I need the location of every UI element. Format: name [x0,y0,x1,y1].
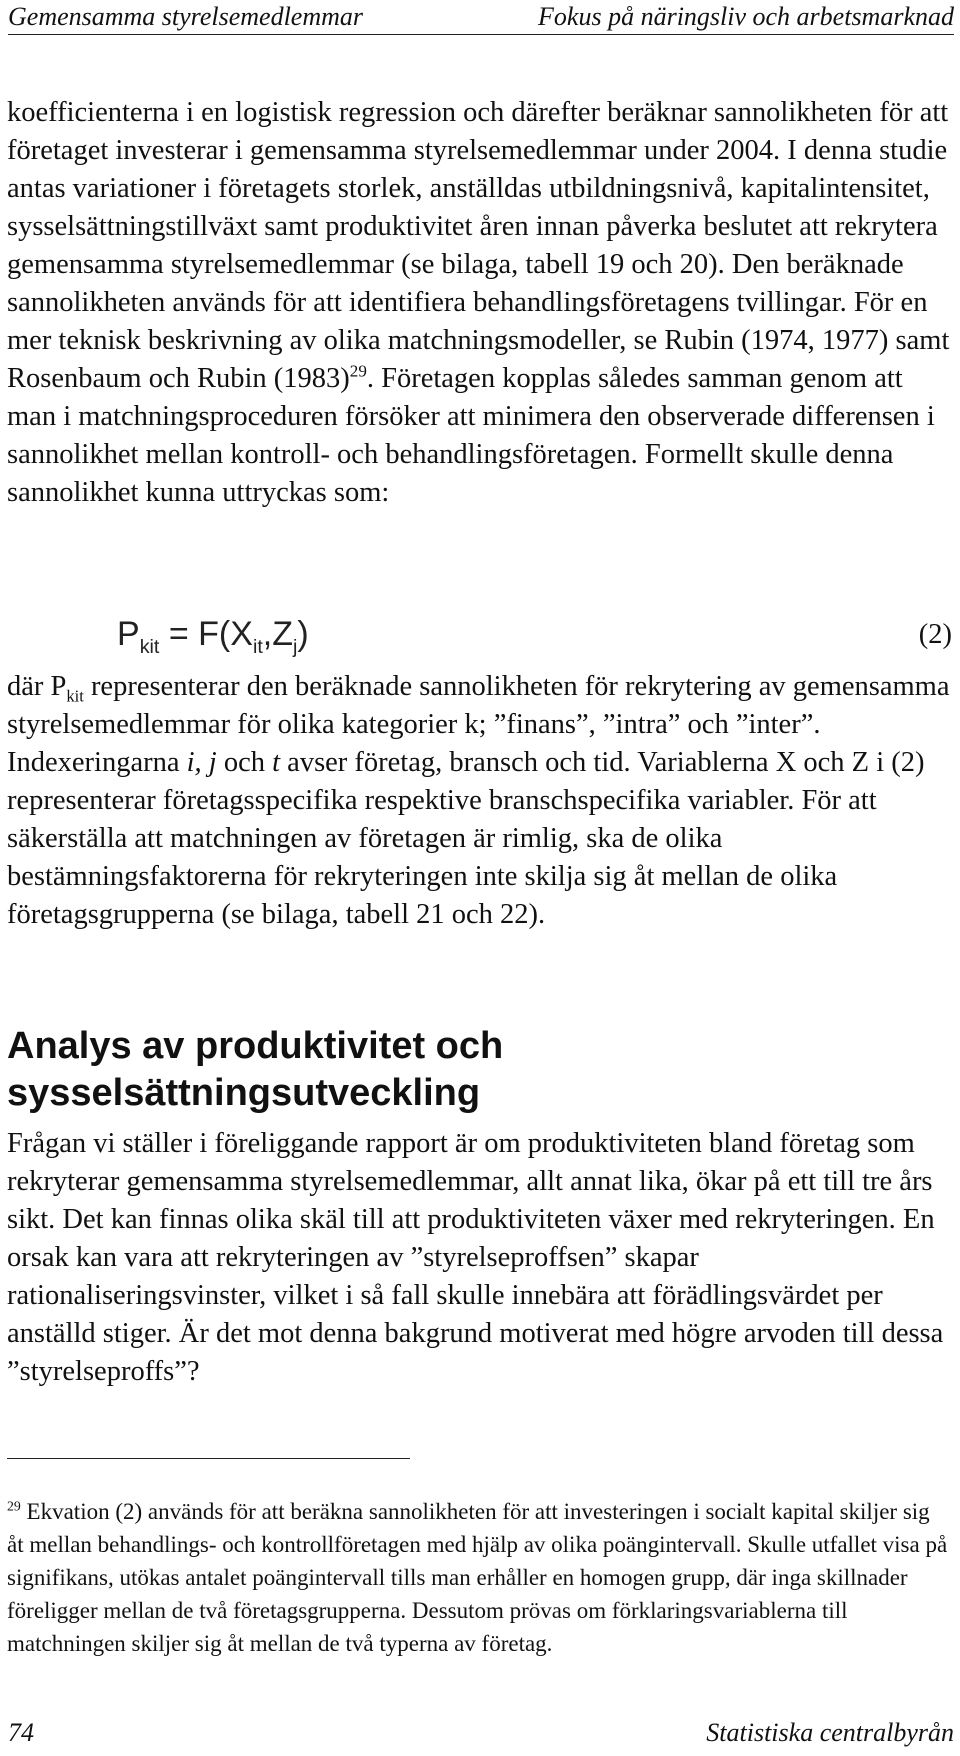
footer-publisher: Statistiska centralbyrån [706,1718,954,1747]
footnote [7,1495,952,1660]
equation-formula [117,612,309,656]
header-title-left: Gemensamma styrelsemedlemmar [8,2,364,31]
equation-subscript: j [293,635,298,658]
equation-rhs: = F(X [159,615,253,653]
equation-lhs: P [117,615,140,653]
equation-lhs-subscript: kit [139,635,160,658]
equation-subscript: it [252,635,263,658]
paragraph-text: . Företagen kopplas således samman genom att man i matchningsproceduren försöker att minimera den observerade differensen i sannolikhet mellan kontroll- och behandlingsföretagen. Formellt skulle denna sannolikhet kunna uttryckas som: [7,363,935,508]
footnote-number: 29 [7,1498,21,1514]
footnote-divider [7,1458,410,1459]
paragraph-text: och [216,747,273,778]
footnote-text: Ekvation (2) används för att beräkna sannolikheten för att investeringen i socialt kapital skiljer sig åt mellan behandlings- och kontrollföretagen med hjälp av olika poängintervall. Skulle utfallet visa på signifikans, utökas antalet poängintervall tills man erhåller en homogen grupp, där inga skillnader föreligger mellan de två företagsgrupperna. Dessutom prövas om förklaringsvariablerna till matchningen skiljer sig åt mellan de två typerna av företag. [7,1499,948,1656]
paragraph-text: avser företag, bransch och tid. Variablerna X och Z i (2) representerar företagsspecifika respektive branschspecifika variabler. För att säkerställa att matchningen av företagen är rimlig, ska de olika bestämningsfaktorerna för rekryteringen inte skilja sig åt mellan de olika företagsgrupperna (se bilaga, tabell 21 och 22). [7,747,925,930]
running-footer [8,1716,954,1750]
footnote-reference[interactable]: 29 [349,361,367,381]
page-number: 74 [8,1718,34,1747]
section-heading-line: Analys av produktivitet och [7,1025,504,1067]
section-heading [7,1023,952,1117]
equation-row [7,608,952,662]
body-paragraph-3: Frågan vi ställer i föreliggande rapport är om produktiviteten bland företag som rekryterar gemensamma styrelsemedlemmar, allt annat lika, ökar på ett till tre års sikt. Det kan finnas olika skäl till att produktiviteten växer med rekryteringen. En orsak kan vara att rekryteringen av ”styrelseproffsen” skapar rationaliseringsvinster, vilket i så fall skulle innebära att förädlingsvärdet per anställd stiger. Är det mot denna bakgrund motiverat med högre arvoden till dessa ”styrelseproffs”? [7,1128,944,1387]
equation-close: ) [297,615,309,653]
equation-number: (2) [918,619,952,650]
italic-term: i, j [186,747,217,778]
header-title-right: Fokus på näringsliv och arbetsmarknad [538,2,954,31]
body-paragraph-1 [7,94,952,512]
italic-term: t [272,747,281,778]
section-heading-line: sysselsättningsutveckling [7,1072,481,1114]
inline-subscript: kit [66,686,84,706]
running-header [8,0,954,35]
body-paragraph-2 [7,668,952,934]
paragraph-text: representerar den beräknade sannolikheten för rekrytering av gemensamma styrelsemedlemmar för olika kategorier k; ”finans”, ”intra” och ”inter”. Indexeringarna [7,671,950,778]
paragraph-text: där P [7,671,67,702]
equation-separator: ,Z [262,615,294,653]
paragraph-text: koefficienterna i en logistisk regression och därefter beräknar sannolikheten för att företaget investerar i gemensamma styrelsemedlemmar under 2004. I denna studie antas variationer i företagets storlek, anställdas utbildningsnivå, kapitalintensitet, sysselsättningstillväxt samt produktivitet åren innan påverka beslutet att rekrytera gemensamma styrelsemedlemmar (se bilaga, tabell 19 och 20). Den beräknade sannolikheten används för att identifiera behandlingsföretagens tvillingar. För en mer teknisk beskrivning av olika matchningsmodeller, se Rubin (1974, 1977) samt Rosenbaum och Rubin (1983) [7,97,950,394]
